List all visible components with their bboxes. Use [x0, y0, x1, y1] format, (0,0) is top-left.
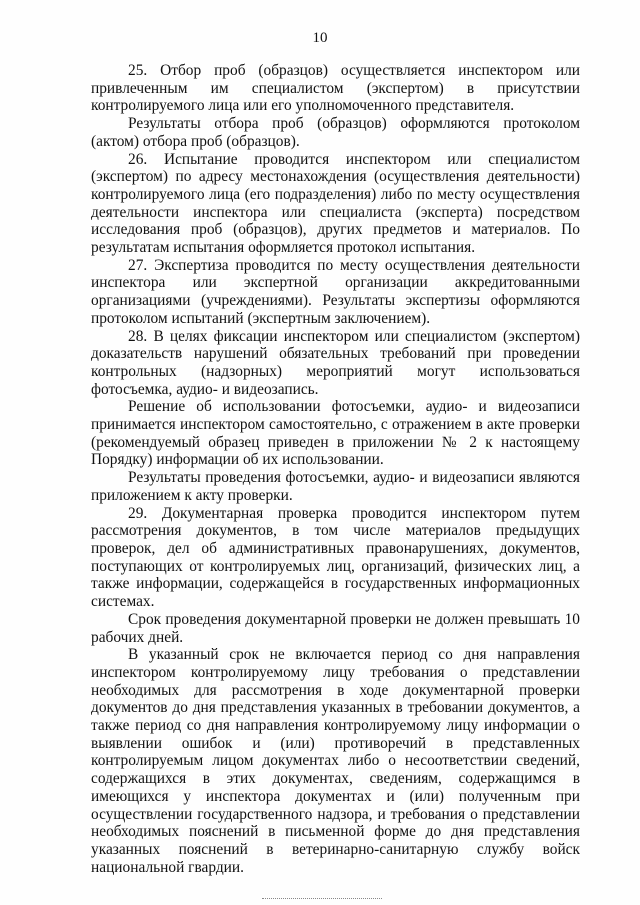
paragraph-28: 28. В целях фиксации инспектором или специалистом (экспертом) доказательств нарушений обязательных требований при проведении контрольных (надзорных) мероприятий могут использоваться фотосъемка, аудио- и видеозапись. — [91, 327, 580, 398]
paragraph-29: 29. Документарная проверка проводится инспектором путем рассмотрения документов, в том числе материалов предыдущих проверок, дел об административных правонарушениях, документов, поступающих от контролируемых лиц, организаций, физических лиц, а также информации, содержащейся в государственных информационных системах. — [91, 504, 580, 611]
paragraph-28-results: Результаты проведения фотосъемки, аудио- и видеозаписи являются приложением к акту проверки. — [91, 469, 580, 504]
paragraph-29-term: Срок проведения документарной проверки не должен превышать 10 рабочих дней. — [91, 610, 580, 646]
paragraph-26: 26. Испытание проводится инспектором или специалистом (экспертом) по адресу местонахождения (осуществления деятельности) контролируемого лица (его подразделения) либо по месту осуществления деятельности инспектора или специалиста (эксперта) посредством исследования проб (образцов), других предметов и материалов. По результатам испытания оформляется протокол испытания. — [91, 150, 580, 257]
document-body — [91, 62, 580, 876]
scan-artifact — [262, 898, 382, 902]
paragraph-29-exclusions: В указанный срок не включается период со дня направления инспектором контролируемому лицу требования о представлении необходимых для рассмотрения в ходе документарной проверки документов до дня представления указанных в требовании документов, а также период со дня направления контролируемому лицу информации о выявлении ошибок и (или) противоречий в представленных контролируемым лицом документах либо о несоответствии сведений, содержащихся в этих документах, сведениям, содержащимся в имеющихся у инспектора документах и (или) полученным при осуществлении государственного надзора, и требования о представлении необходимых пояснений в письменной форме до дня представления указанных пояснений в ветеринарно-санитарную службу войск национальной гвардии. — [91, 646, 580, 876]
paragraph-25: 25. Отбор проб (образцов) осуществляется инспектором или привлеченным им специалистом (экспертом) в присутствии контролируемого лица или его уполномоченного представителя. — [91, 62, 580, 115]
paragraph-27: 27. Экспертиза проводится по месту осуществления деятельности инспектора или экспертной организации аккредитованными организациями (учреждениями). Результаты экспертизы оформляются протоколом испытаний (экспертным заключением). — [91, 256, 580, 327]
paragraph-25-results: Результаты отбора проб (образцов) оформляются протоколом (актом) отбора проб (образцов). — [91, 115, 580, 150]
paragraph-28-decision: Решение об использовании фотосъемки, аудио- и видеозаписи принимается инспектором самостоятельно, с отражением в акте проверки (рекомендуемый образец приведен в приложении № 2 к настоящему Порядку) информации об их использовании. — [91, 398, 580, 469]
page-number: 10 — [312, 30, 328, 46]
